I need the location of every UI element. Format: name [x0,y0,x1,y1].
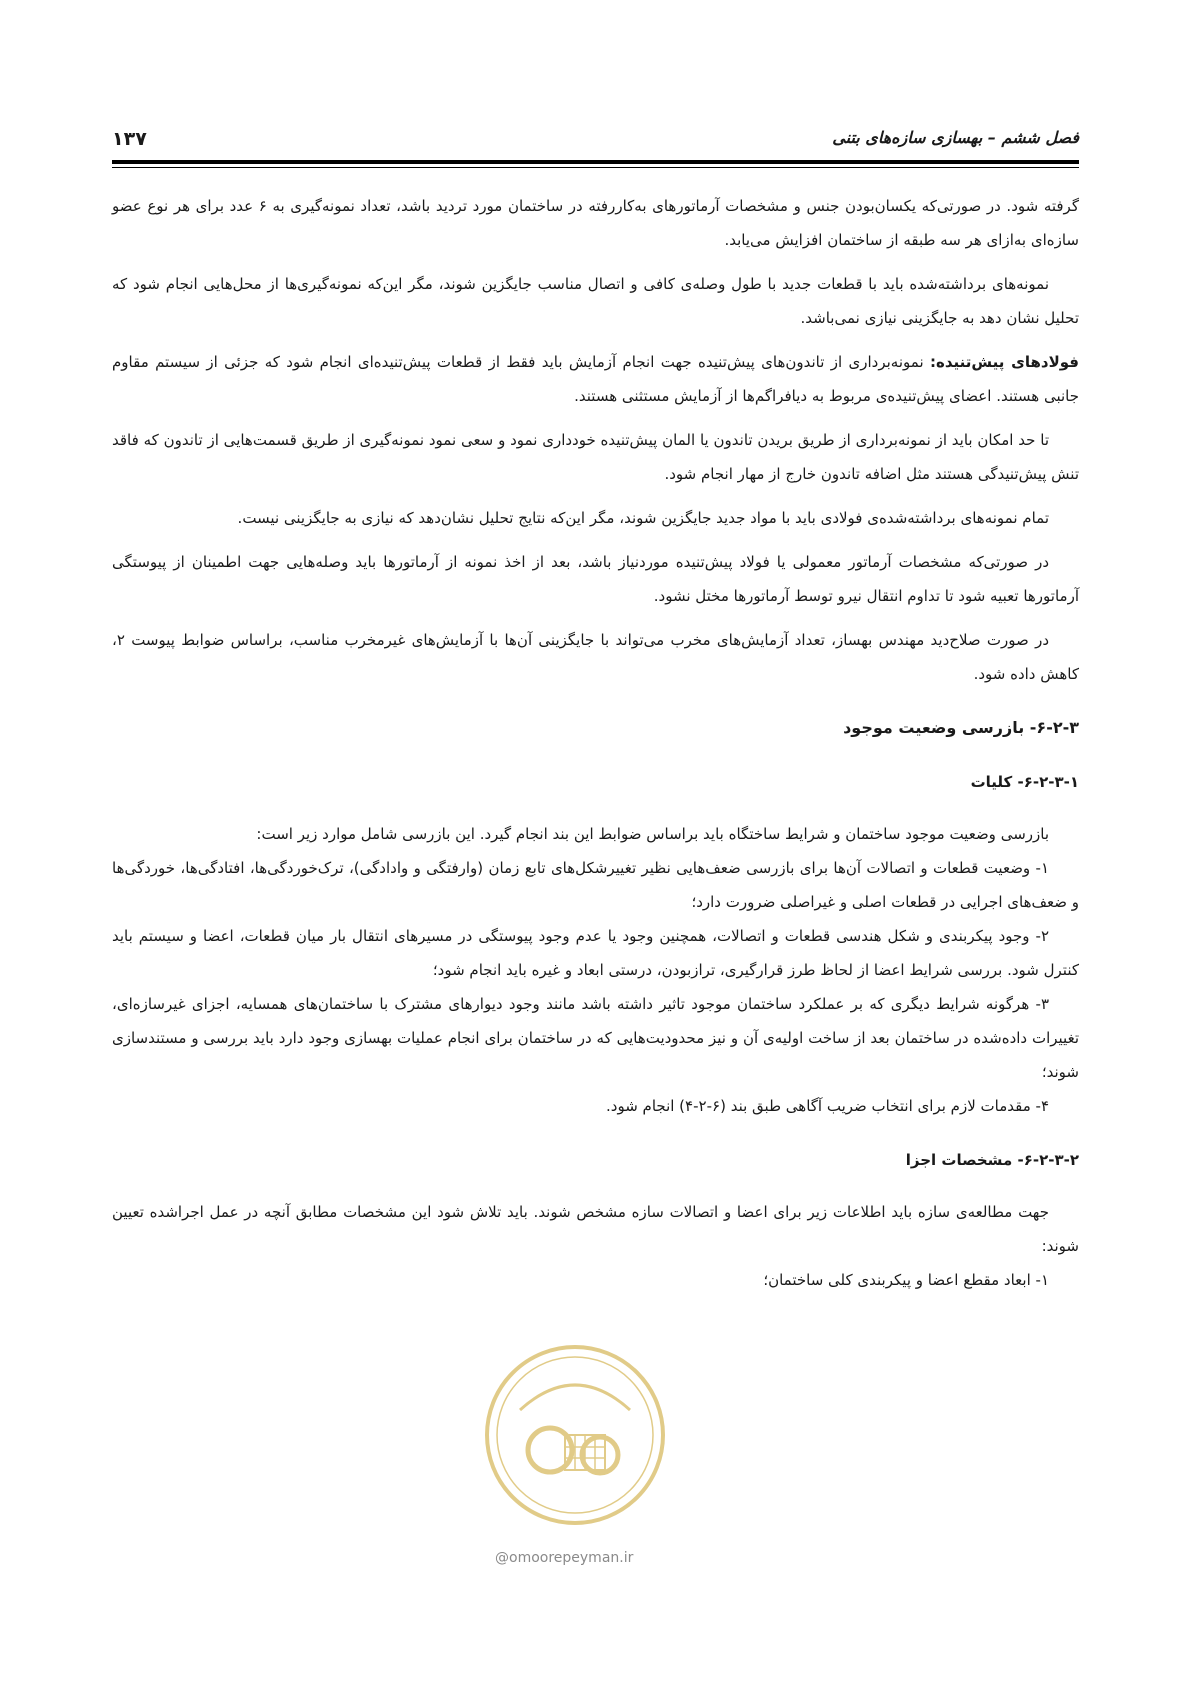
term-bold: فولادهای پیش‌تنیده: [929,353,1079,371]
subsection-heading: ۶-۲-۳-۱- کلیات [970,773,1079,791]
page-body [112,189,1079,1297]
subsection-heading: ۶-۲-۳-۲- مشخصات اجزا [905,1151,1079,1169]
list-item: ۴- مقدمات لازم برای انتخاب ضریب آگاهی طبق بند (۶-۲-۴) انجام شود. [606,1097,1049,1115]
paragraph: در صورت صلاح‌دید مهندس بهساز، تعداد آزمایش‌های مخرب می‌تواند با جایگزینی آن‌ها با آزمایش‌های غیرمخرب مناسب، براساس ضوابط پیوست ۲، کاهش داده شود. [112,631,1079,683]
page-number: ۱۳۷ [112,128,147,150]
paragraph: تا حد امکان باید از نمونه‌برداری از طریق بریدن تاندون یا المان پیش‌تنیده خودداری نمود و سعی نمود نمونه‌گیری از طریق قسمت‌هایی از تاندون که فاقد تنش پیش‌تنیدگی هستند مثل اضافه تاندون خارج از مهار انجام شود. [112,431,1079,483]
paragraph: تمام نمونه‌های برداشته‌شده‌ی فولادی باید با مواد جدید جایگزین شوند، مگر این‌که نتایج تحلیل نشان‌دهد که نیازی به جایگزینی نیست. [237,509,1049,527]
watermark-text: @omoorepeyman.ir [495,1550,634,1566]
header-rule-thin [112,167,1079,168]
paragraph: نمونه‌های برداشته‌شده باید با قطعات جدید با طول وصله‌ی کافی و اتصال مناسب جایگزین شوند، مگر این‌که نمونه‌گیری‌ها از محل‌هایی انجام شود که تحلیل نشان دهد به جایگزینی نیازی نمی‌باشد. [112,275,1079,327]
paragraph: جهت مطالعه‌ی سازه باید اطلاعات زیر برای اعضا و اتصالات سازه مشخص شوند. باید تلاش شود این مشخصات مطابق آنچه در عمل اجراشده تعیین شوند: [112,1203,1079,1255]
page-header [112,128,1079,154]
section-heading: ۶-۲-۳- بازرسی وضعیت موجود [843,718,1079,737]
list-item: ۳- هرگونه شرایط دیگری که بر عملکرد ساختمان موجود تاثیر داشته باشد مانند وجود دیوارهای مشترک با ساختمان‌های همسایه، اجزای غیرسازه‌ای، تغییرات داده‌شده در ساختمان بعد از ساخت اولیه‌ی آن و نیز محدودیت‌هایی که در ساختمان برای انجام عملیات بهسازی وجود دارد باید بررسی و مستندسازی شوند؛ [112,995,1079,1081]
paragraph: گرفته شود. در صورتی‌که یکسان‌بودن جنس و مشخصات آرماتورهای به‌کاررفته در ساختمان مورد تردید باشد، تعداد نمونه‌گیری به ۶ عدد برای هر نوع عضو سازه‌ای به‌ازای هر سه طبقه از ساختمان افزایش می‌یابد. [112,197,1079,249]
paragraph: در صورتی‌که مشخصات آرماتور معمولی یا فولاد پیش‌تنیده موردنیاز باشد، بعد از اخذ نمونه از آرماتورها باید وصله‌هایی جهت اطمینان از پیوستگی آرماتورها تعبیه شود تا تداوم انتقال نیرو توسط آرماتورها مختل نشود. [112,553,1079,605]
paragraph [112,345,1079,413]
paragraph-text: نمونه‌برداری از تاندون‌های پیش‌تنیده جهت انجام آزمایش باید فقط از قطعات پیش‌تنیده‌ای انجام شود که جزئی از سیستم مقاوم جانبی هستند. اعضای پیش‌تنیده‌ی مربوط به دیافراگم‌ها از آزمایش مستثنی هستند. [112,353,1079,405]
chapter-title: فصل ششم – بهسازی سازه‌های بتنی [832,128,1079,147]
header-rule-thick [112,160,1079,164]
paragraph: بازرسی وضعیت موجود ساختمان و شرایط ساختگاه باید براساس ضوابط این بند انجام گیرد. این بازرسی شامل موارد زیر است: [256,825,1049,843]
list-item: ۱- ابعاد مقطع اعضا و پیکربندی کلی ساختمان؛ [763,1271,1049,1289]
watermark-logo-icon [480,1340,670,1530]
list-item: ۲- وجود پیکربندی و شکل هندسی قطعات و اتصالات، همچنین وجود یا عدم وجود پیوستگی در مسیرهای انتقال بار میان قطعات، اعضا و سیستم باید کنترل شود. بررسی شرایط اعضا از لحاظ طرز قرارگیری، ترازبودن، درستی ابعاد و غیره باید انجام شود؛ [112,927,1079,979]
list-item: ۱- وضعیت قطعات و اتصالات آن‌ها برای بازرسی ضعف‌هایی نظیر تغییرشکل‌های تابع زمان (وارفتگی و وادادگی)، ترک‌خوردگی‌ها، افتادگی‌ها، خوردگی‌ها و ضعف‌های اجرایی در قطعات اصلی و غیراصلی ضرورت دارد؛ [112,859,1079,911]
